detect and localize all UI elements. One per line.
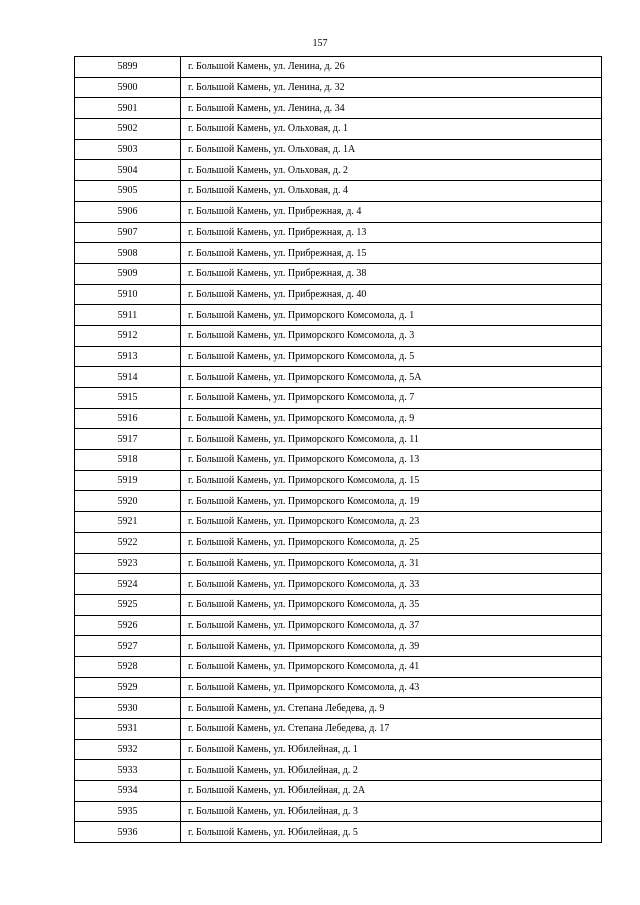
table-row bbox=[75, 594, 602, 615]
address-cell: г. Большой Камень, ул. Приморского Комсомола, д. 43 bbox=[181, 677, 602, 698]
table-row bbox=[75, 532, 602, 553]
table-row bbox=[75, 181, 602, 202]
row-number-cell: 5915 bbox=[75, 388, 181, 409]
row-number-cell: 5931 bbox=[75, 719, 181, 740]
table-row bbox=[75, 801, 602, 822]
table-row bbox=[75, 388, 602, 409]
address-cell: г. Большой Камень, ул. Приморского Комсомола, д. 41 bbox=[181, 656, 602, 677]
address-cell: г. Большой Камень, ул. Прибрежная, д. 4 bbox=[181, 201, 602, 222]
row-number-cell: 5932 bbox=[75, 739, 181, 760]
table-row bbox=[75, 160, 602, 181]
row-number-cell: 5925 bbox=[75, 594, 181, 615]
table-row bbox=[75, 512, 602, 533]
row-number-cell: 5904 bbox=[75, 160, 181, 181]
table-row bbox=[75, 139, 602, 160]
row-number-cell: 5928 bbox=[75, 656, 181, 677]
address-cell: г. Большой Камень, ул. Приморского Комсомола, д. 23 bbox=[181, 512, 602, 533]
table-row bbox=[75, 822, 602, 843]
row-number-cell: 5914 bbox=[75, 367, 181, 388]
row-number-cell: 5912 bbox=[75, 325, 181, 346]
address-cell: г. Большой Камень, ул. Юбилейная, д. 3 bbox=[181, 801, 602, 822]
address-cell: г. Большой Камень, ул. Приморского Комсомола, д. 5 bbox=[181, 346, 602, 367]
row-number-cell: 5936 bbox=[75, 822, 181, 843]
row-number-cell: 5913 bbox=[75, 346, 181, 367]
row-number-cell: 5933 bbox=[75, 760, 181, 781]
address-cell: г. Большой Камень, ул. Приморского Комсомола, д. 13 bbox=[181, 450, 602, 471]
address-cell: г. Большой Камень, ул. Прибрежная, д. 38 bbox=[181, 263, 602, 284]
table-row bbox=[75, 284, 602, 305]
table-row bbox=[75, 760, 602, 781]
table-row bbox=[75, 305, 602, 326]
table-row bbox=[75, 781, 602, 802]
address-cell: г. Большой Камень, ул. Приморского Комсомола, д. 35 bbox=[181, 594, 602, 615]
table-row bbox=[75, 574, 602, 595]
address-cell: г. Большой Камень, ул. Ольховая, д. 1А bbox=[181, 139, 602, 160]
row-number-cell: 5902 bbox=[75, 119, 181, 140]
row-number-cell: 5903 bbox=[75, 139, 181, 160]
address-cell: г. Большой Камень, ул. Приморского Комсомола, д. 39 bbox=[181, 636, 602, 657]
address-cell: г. Большой Камень, ул. Ленина, д. 32 bbox=[181, 77, 602, 98]
address-cell: г. Большой Камень, ул. Прибрежная, д. 13 bbox=[181, 222, 602, 243]
row-number-cell: 5923 bbox=[75, 553, 181, 574]
address-cell: г. Большой Камень, ул. Приморского Комсомола, д. 33 bbox=[181, 574, 602, 595]
address-cell: г. Большой Камень, ул. Юбилейная, д. 2 bbox=[181, 760, 602, 781]
row-number-cell: 5911 bbox=[75, 305, 181, 326]
table-row bbox=[75, 677, 602, 698]
table-row bbox=[75, 450, 602, 471]
row-number-cell: 5929 bbox=[75, 677, 181, 698]
table-row bbox=[75, 77, 602, 98]
address-cell: г. Большой Камень, ул. Ольховая, д. 4 bbox=[181, 181, 602, 202]
address-cell: г. Большой Камень, ул. Приморского Комсомола, д. 11 bbox=[181, 429, 602, 450]
row-number-cell: 5907 bbox=[75, 222, 181, 243]
table-row bbox=[75, 470, 602, 491]
table-row bbox=[75, 615, 602, 636]
address-cell: г. Большой Камень, ул. Приморского Комсомола, д. 37 bbox=[181, 615, 602, 636]
row-number-cell: 5900 bbox=[75, 77, 181, 98]
table-row bbox=[75, 222, 602, 243]
row-number-cell: 5924 bbox=[75, 574, 181, 595]
table-row bbox=[75, 491, 602, 512]
table-row bbox=[75, 367, 602, 388]
table-row bbox=[75, 553, 602, 574]
table-row bbox=[75, 656, 602, 677]
row-number-cell: 5921 bbox=[75, 512, 181, 533]
row-number-cell: 5930 bbox=[75, 698, 181, 719]
table-row bbox=[75, 263, 602, 284]
table-row bbox=[75, 739, 602, 760]
row-number-cell: 5922 bbox=[75, 532, 181, 553]
row-number-cell: 5906 bbox=[75, 201, 181, 222]
address-cell: г. Большой Камень, ул. Юбилейная, д. 1 bbox=[181, 739, 602, 760]
address-table bbox=[74, 56, 602, 843]
row-number-cell: 5927 bbox=[75, 636, 181, 657]
address-cell: г. Большой Камень, ул. Ленина, д. 34 bbox=[181, 98, 602, 119]
row-number-cell: 5908 bbox=[75, 243, 181, 264]
address-cell: г. Большой Камень, ул. Приморского Комсомола, д. 7 bbox=[181, 388, 602, 409]
address-cell: г. Большой Камень, ул. Приморского Комсомола, д. 25 bbox=[181, 532, 602, 553]
row-number-cell: 5918 bbox=[75, 450, 181, 471]
table-row bbox=[75, 98, 602, 119]
address-cell: г. Большой Камень, ул. Степана Лебедева, д. 9 bbox=[181, 698, 602, 719]
address-cell: г. Большой Камень, ул. Приморского Комсомола, д. 3 bbox=[181, 325, 602, 346]
row-number-cell: 5919 bbox=[75, 470, 181, 491]
address-cell: г. Большой Камень, ул. Прибрежная, д. 15 bbox=[181, 243, 602, 264]
address-cell: г. Большой Камень, ул. Степана Лебедева, д. 17 bbox=[181, 719, 602, 740]
address-cell: г. Большой Камень, ул. Приморского Комсомола, д. 31 bbox=[181, 553, 602, 574]
table-row bbox=[75, 719, 602, 740]
table-row bbox=[75, 201, 602, 222]
row-number-cell: 5905 bbox=[75, 181, 181, 202]
row-number-cell: 5916 bbox=[75, 408, 181, 429]
address-cell: г. Большой Камень, ул. Юбилейная, д. 2А bbox=[181, 781, 602, 802]
table-row bbox=[75, 636, 602, 657]
table-row bbox=[75, 429, 602, 450]
address-table-body bbox=[75, 57, 602, 843]
page-number: 157 bbox=[312, 38, 328, 49]
row-number-cell: 5910 bbox=[75, 284, 181, 305]
address-cell: г. Большой Камень, ул. Ленина, д. 26 bbox=[181, 57, 602, 78]
table-row bbox=[75, 346, 602, 367]
row-number-cell: 5934 bbox=[75, 781, 181, 802]
address-cell: г. Большой Камень, ул. Ольховая, д. 2 bbox=[181, 160, 602, 181]
row-number-cell: 5901 bbox=[75, 98, 181, 119]
address-cell: г. Большой Камень, ул. Прибрежная, д. 40 bbox=[181, 284, 602, 305]
address-cell: г. Большой Камень, ул. Ольховая, д. 1 bbox=[181, 119, 602, 140]
row-number-cell: 5899 bbox=[75, 57, 181, 78]
address-cell: г. Большой Камень, ул. Приморского Комсомола, д. 19 bbox=[181, 491, 602, 512]
address-cell: г. Большой Камень, ул. Приморского Комсомола, д. 9 bbox=[181, 408, 602, 429]
table-row bbox=[75, 119, 602, 140]
address-cell: г. Большой Камень, ул. Юбилейная, д. 5 bbox=[181, 822, 602, 843]
address-cell: г. Большой Камень, ул. Приморского Комсомола, д. 5А bbox=[181, 367, 602, 388]
row-number-cell: 5909 bbox=[75, 263, 181, 284]
row-number-cell: 5920 bbox=[75, 491, 181, 512]
table-row bbox=[75, 698, 602, 719]
table-row bbox=[75, 325, 602, 346]
row-number-cell: 5917 bbox=[75, 429, 181, 450]
address-cell: г. Большой Камень, ул. Приморского Комсомола, д. 15 bbox=[181, 470, 602, 491]
row-number-cell: 5935 bbox=[75, 801, 181, 822]
row-number-cell: 5926 bbox=[75, 615, 181, 636]
address-cell: г. Большой Камень, ул. Приморского Комсомола, д. 1 bbox=[181, 305, 602, 326]
table-row bbox=[75, 408, 602, 429]
table-row bbox=[75, 57, 602, 78]
table-row bbox=[75, 243, 602, 264]
